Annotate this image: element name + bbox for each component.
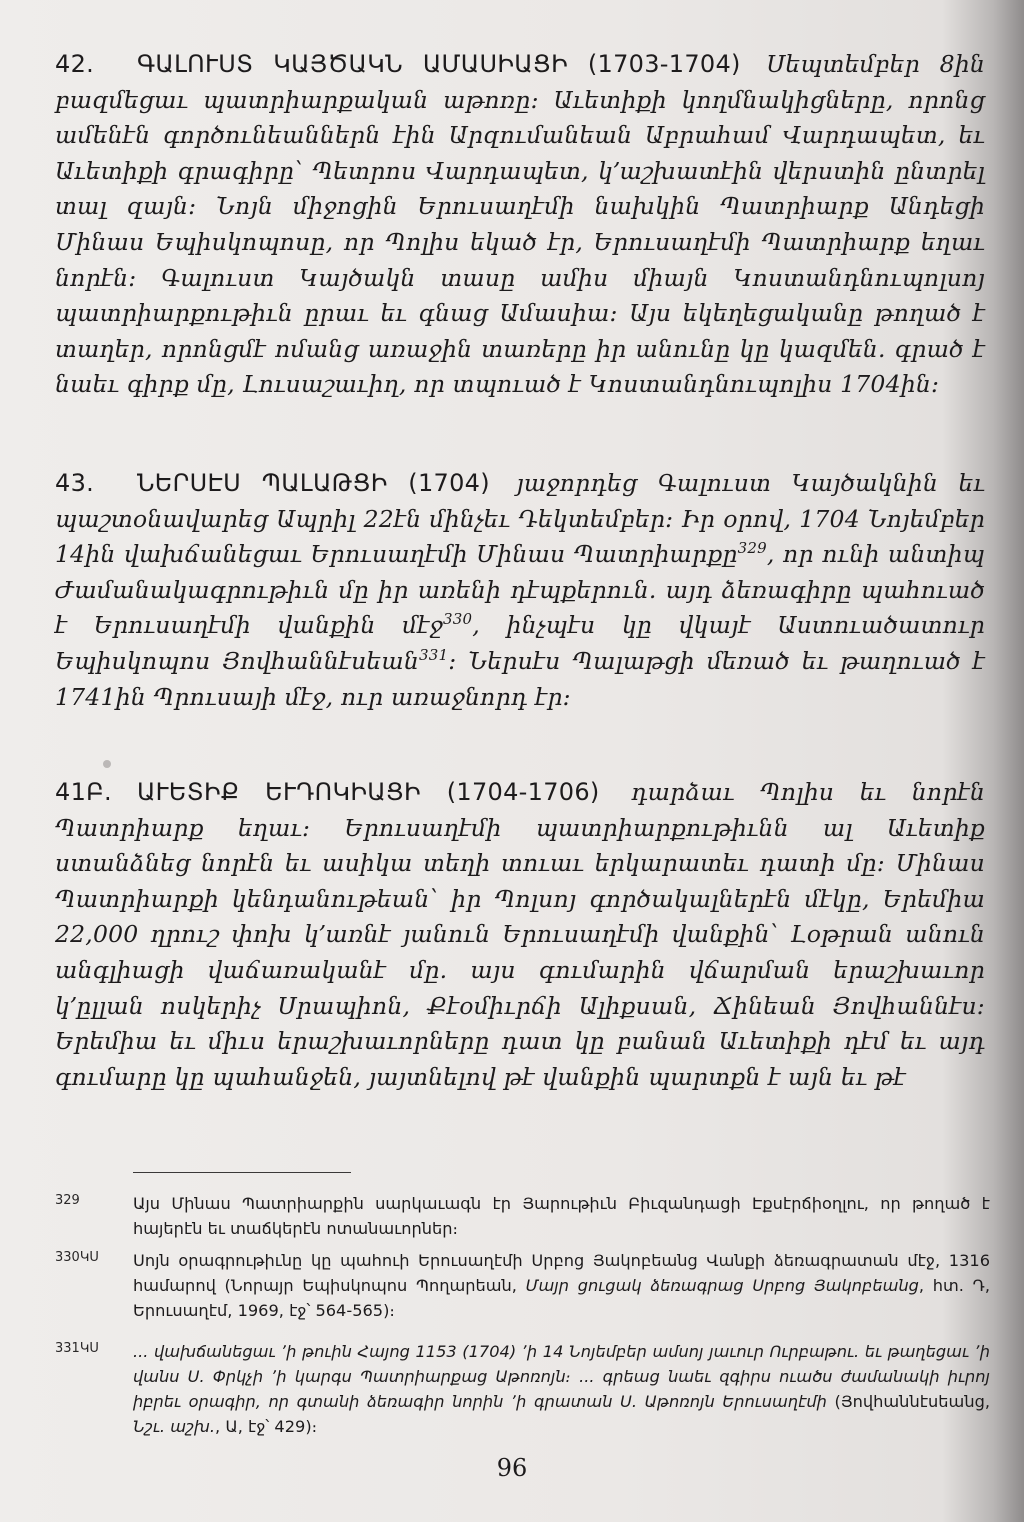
footnote-ref[interactable]: 331 [419, 645, 449, 664]
entry-42 [55, 47, 985, 403]
entry-paragraph [55, 466, 985, 715]
footnote-divider [133, 1172, 351, 1173]
footnote-ref[interactable]: 329 [737, 539, 767, 558]
entry-text: ։ Ներսէս Պալաթցի մեռած եւ թաղուած է 1741ին Պրուսայի մէջ, ուր առաջնորդ էր։ [55, 646, 985, 711]
entry-heading: ՆԵՐՍԷՍ ՊԱԼԱԹՑԻ (1704) [137, 469, 490, 497]
entry-number: 41Բ. [55, 778, 112, 806]
entry-number: 43. [55, 469, 95, 497]
footnote-text [133, 1248, 990, 1323]
footnote-segment: (Յովհաննէսեանց, [826, 1392, 990, 1411]
entry-heading: ԳԱԼՈՒՍՏ ԿԱՅԾԱԿՆ ԱՄԱՍԻԱՑԻ (1703-1704) [137, 50, 741, 78]
entry-heading: ԱՒԵՏԻՔ ԵՒԴՈԿԻԱՑԻ (1704-1706) [137, 778, 600, 806]
entry-text: , որ ունի անտիպ Ժամանակագրութիւն մը իր առենի դէպքերուն. այդ ձեռագիրը պահուած է Երուսաղէմի վանքին մէջ [55, 540, 985, 640]
footnote-number: 330ԿՍ [55, 1250, 99, 1265]
ink-speck [103, 760, 111, 768]
footnote-329 [55, 1191, 990, 1241]
footnote-331 [55, 1339, 990, 1439]
footnote-text: Այս Մինաս Պատրիարքին սարկաւագն էր Յարութիւն Բիւզանդացի Էքսէրճիօղլու, որ թողած է հայերէն եւ տաճկերէն ոտանաւորներ։ [133, 1194, 990, 1238]
entry-text: դարձաւ Պոլիս եւ նորէն Պատրիարք եղաւ։ Երուսաղէմի պատրիարքութիւնն ալ Աւետիք ստանձնեց նորէն եւ ասիկա տեղի տուաւ երկարատեւ դատի մը։ Մինաս Պատրիարքի կենդանութեան՝ իր Պոլսոյ գործակալներէն մէկը, Երեմիա 22,000 ղրուշ փոխ կ՚առնէ յանուն Երուսաղէմի վանքին՝ Լօթրան անուն անգլիացի վաճառականէ մը. այս գումարին վճարման երաշխաւոր կ՚ըլլան ոսկերիչ Սրապիոն, Քէօմիւրճի Ալիքսան, Ճինեան Յովհաննէս։ Երեմիա եւ միւս երաշխաւորները դատ կը բանան Աւետիքի դէմ եւ այդ գումարը կը պահանջեն, յայտնելով թէ վանքին պարտքն է այն եւ թէ [55, 778, 986, 1091]
footnote-segment: Սոյն օրագրութիւնը կը պահուի Երուսաղէմի Սրբոց Յակոբեանց Վանքի ձեռագրատան մէջ, 1316 համարով (Նորայր Եպիսկոպոս Պողարեան, [133, 1251, 990, 1295]
footnote-abbrev: Նշւ. աշխ. [133, 1417, 216, 1436]
page-number: 96 [496, 1454, 528, 1482]
entry-text: յաջորդեց Գալուստ Կայծակնին եւ պաշտօնավարեց Ապրիլ 22էն մինչեւ Դեկտեմբեր։ Իր օրով, 1704 Նոյեմբեր 14ին վախճանեցաւ Երուսաղէմի Մինաս Պատրիարքը [55, 469, 986, 569]
entry-paragraph [55, 775, 985, 1095]
footnote-segment: , Ա, էջ՝ 429)։ [215, 1417, 318, 1436]
entry-text: Սեպտեմբեր 8ին բազմեցաւ պատրիարքական աթոռը։ Աւետիքի կողմնակիցները, որոնց ամենէն գործունեաններն էին Արզումանեան Աբրահամ Վարդապետ, եւ Աւետիքի գրագիրը՝ Պետրոս Վարդապետ, կ՚աշխատէին վերստին ընտրել տալ զայն։ Նոյն միջոցին Երուսաղէմի նախկին Պատրիարք Անդեցի Մինաս Եպիսկոպոսը, որ Պոլիս եկած էր, Երուսաղէմի Պատրիարք եղաւ նորէն։ Գալուստ Կայծակն տասը ամիս միայն Կոստանդնուպոլսոյ պատրիարքութիւն ըրաւ եւ գնաց Ամասիա։ Այս եկեղեցականը թողած է տաղեր, որոնցմէ ոմանց առաջին տառերը իր անունը կը կազմեն. գրած է նաեւ գիրք մը, Լուսաշաւիղ, որ տպուած է Կոստանդնուպոլիս 1704ին։ [55, 50, 985, 399]
entry-paragraph [55, 47, 985, 403]
footnote-segment: , հտ. Դ, Երուսաղէմ, 1969, էջ՝ 564-565)։ [133, 1276, 990, 1320]
entry-43 [55, 466, 985, 715]
footnote-quotation: ... վախճանեցաւ ՚ի թուին Հայոց 1153 (1704) ՚ի 14 Նոյեմբեր ամսոյ յաւուր Ուրբաթու. եւ թաղեցաւ ՚ի վանս Ս. Փրկչի ՚ի կարգս Պատրիարքաց Աթոռոյն։ ... գրեաց նաեւ զգիրս ուածս ժամանակի իւրոյ իբրեւ օրագիր, որ գտանի ձեռագիր նորին ՚ի գրատան Ս. Աթոռոյն Երուսաղէմի [133, 1342, 990, 1411]
footnote-ref[interactable]: 330 [443, 610, 473, 629]
entry-number: 42. [55, 50, 95, 78]
footnote-number: 329 [55, 1193, 80, 1208]
footnote-text [133, 1339, 990, 1439]
footnote-330 [55, 1248, 990, 1323]
footnote-number: 331ԿՍ [55, 1341, 99, 1356]
footnote-book-title: Մայր ցուցակ ձեռագրաց Սրբոց Յակոբեանց [525, 1276, 919, 1295]
entry-41b [55, 775, 985, 1095]
entry-text: , ինչպէս կը վկայէ Աստուածատուր Եպիսկոպոս Յովհաննէսեան [55, 611, 985, 675]
